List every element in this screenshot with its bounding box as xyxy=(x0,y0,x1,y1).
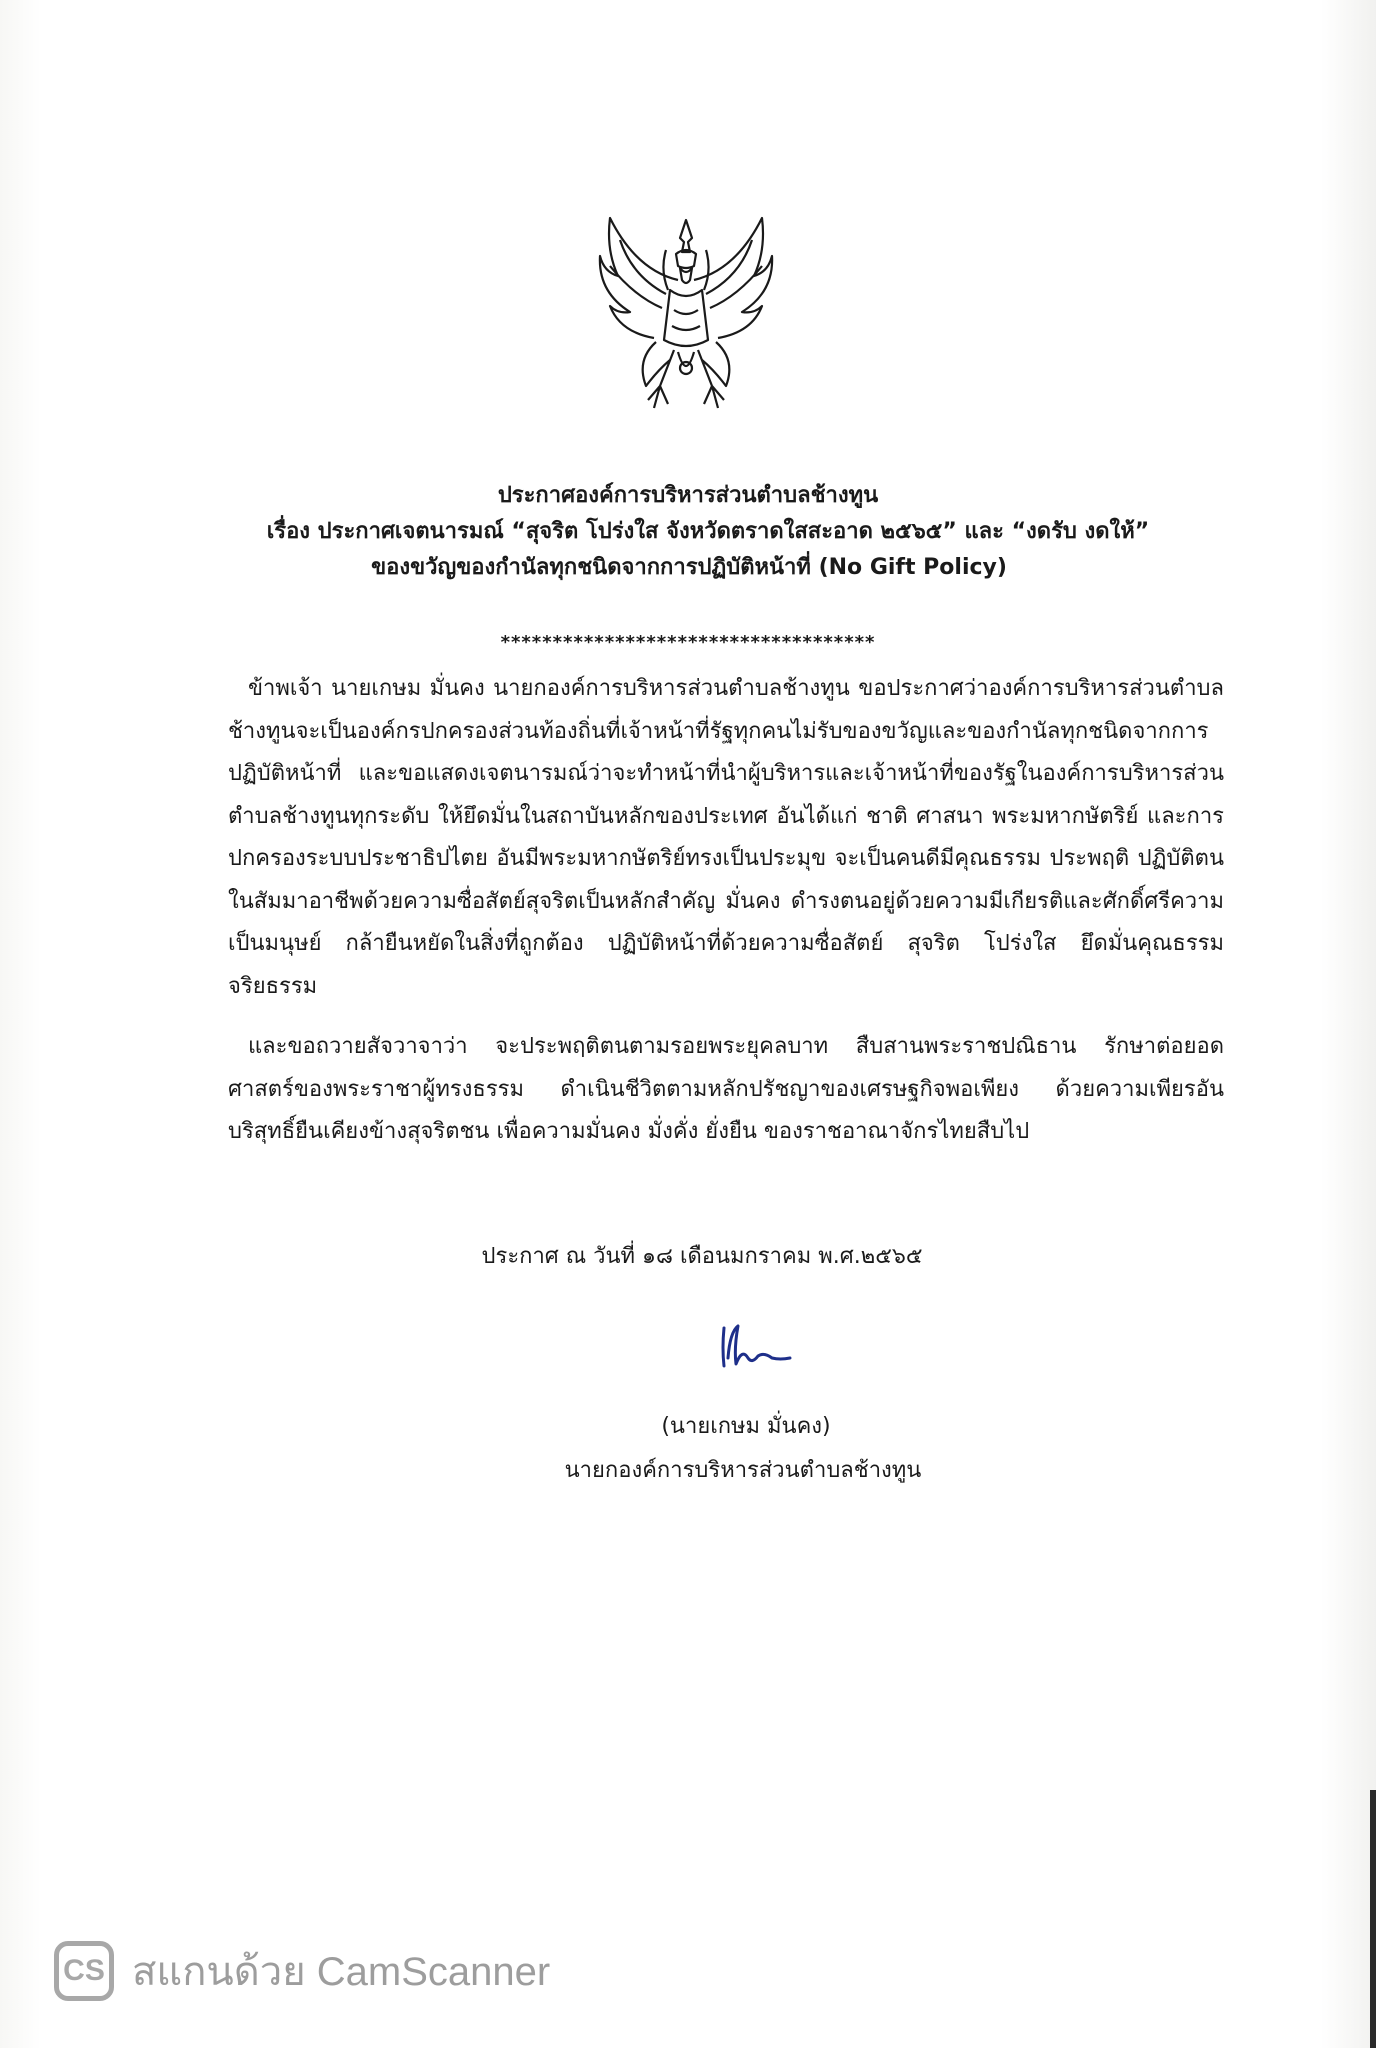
scan-edge-shadow xyxy=(1370,1790,1376,2048)
heading-subject: เรื่อง ประกาศเจตนารมณ์ “สุจริต โปร่งใส จังหวัดตราดใสสะอาด ๒๕๖๕” และ “งดรับ งดให้” xyxy=(266,519,1150,544)
heading-subject-continued: ของขวัญของกำนัลทุกชนิดจากการปฏิบัติหน้าที่ (No Gift Policy) xyxy=(371,555,1007,580)
signer-name: (นายเกษม มั่นคง) xyxy=(661,1414,831,1439)
announcement-date: ประกาศ ณ วันที่ ๑๘ เดือนมกราคม พ.ศ.๒๕๖๕ xyxy=(481,1244,923,1269)
watermark-text: สแกนด้วย CamScanner xyxy=(132,1950,551,1994)
body-paragraph-2: และขอถวายสัจวาจาว่า จะประพฤติตนตามรอยพระยุคลบาท สืบสานพระราชปณิธาน รักษาต่อยอดศาสตร์ของพระราชาผู้ทรงธรรม ดำเนินชีวิตตามหลักปรัชญาของเศรษฐกิจพอเพียง ด้วยความเพียรอันบริสุทธิ์ยืนเคียงข้างสุจริตชน เพื่อความมั่นคง มั่งคั่ง ยั่งยืน ของราชอาณาจักรไทยสืบไป xyxy=(228,1034,1224,1144)
camscanner-watermark xyxy=(54,1939,550,2003)
heading-title: ประกาศองค์การบริหารส่วนตำบลช้างทูน xyxy=(497,483,879,508)
signature-mark-icon xyxy=(716,1318,796,1374)
separator-line: ************************************ xyxy=(500,632,876,653)
announcement-body xyxy=(228,668,1224,1154)
body-paragraph-1: ข้าพเจ้า นายเกษม มั่นคง นายกองค์การบริหารส่วนตำบลช้างทูน ขอประกาศว่าองค์การบริหารส่วนตำบลช้างทูนจะเป็นองค์กรปกครองส่วนท้องถิ่นที่เจ้าหน้าที่รัฐทุกคนไม่รับของขวัญและของกำนัลทุกชนิดจากการปฏิบัติหน้าที่ และขอแสดงเจตนารมณ์ว่าจะทำหน้าที่นำผู้บริหารและเจ้าหน้าที่ของรัฐในองค์การบริหารส่วนตำบลช้างทูนทุกระดับ ให้ยึดมั่นในสถาบันหลักของประเทศ อันได้แก่ ชาติ ศาสนา พระมหากษัตริย์ และการปกครองระบบประชาธิปไตย อันมีพระมหากษัตริย์ทรงเป็นประมุข จะเป็นคนดีมีคุณธรรม ประพฤติ ปฏิบัติตนในสัมมาอาชีพด้วยความซื่อสัตย์สุจริตเป็นหลักสำคัญ มั่นคง ดำรงตนอยู่ด้วยความมีเกียรติและศักดิ์ศรีความเป็นมนุษย์ กล้ายืนหยัดในสิ่งที่ถูกต้อง ปฏิบัติหน้าที่ด้วยความซื่อสัตย์ สุจริต โปร่งใส ยึดมั่นคุณธรรม จริยธรรม xyxy=(228,676,1224,999)
camscanner-logo-icon: CS xyxy=(54,1941,114,2001)
announcement-heading xyxy=(0,478,1376,586)
signer-position: นายกองค์การบริหารส่วนตำบลช้างทูน xyxy=(564,1458,922,1483)
garuda-emblem-icon xyxy=(596,210,776,415)
